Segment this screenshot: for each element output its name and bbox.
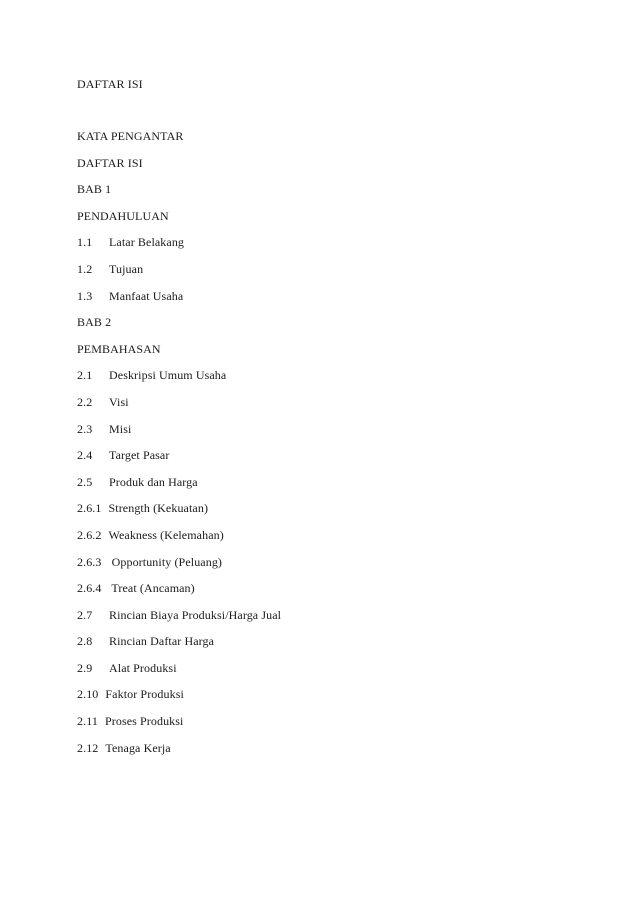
- toc-entry-number: 2.12: [77, 740, 99, 755]
- toc-entry-text: BAB 1: [77, 182, 112, 197]
- toc-entry-number: 2.6.2: [77, 527, 102, 542]
- toc-entry-text: Visi: [109, 394, 129, 409]
- toc-entry-text: Deskripsi Umum Usaha: [109, 368, 227, 383]
- toc-entry-text: Alat Produksi: [109, 660, 177, 675]
- toc-entry: [77, 528, 281, 555]
- toc-entry-text: BAB 2: [77, 315, 112, 330]
- toc-entry-number: 1.2: [77, 261, 93, 276]
- toc-entry: [77, 714, 281, 741]
- toc-entry: [77, 741, 281, 768]
- toc-entry: [77, 342, 281, 369]
- toc-entry: [77, 368, 281, 395]
- toc-entry-text: Opportunity (Peluang): [108, 554, 223, 569]
- toc-entry-text: Produk dan Harga: [109, 474, 198, 489]
- toc-entry-number: 2.8: [77, 634, 93, 649]
- toc-entry-number: 1.1: [77, 235, 93, 250]
- toc-entry-number: 2.1: [77, 368, 93, 383]
- toc-entry-text: Target Pasar: [109, 448, 170, 463]
- toc-entry: [77, 395, 281, 422]
- toc-entry: [77, 661, 281, 688]
- toc-entry-text: PEMBAHASAN: [77, 341, 161, 356]
- toc-entry-text: Proses Produksi: [104, 714, 184, 729]
- toc-entry: [77, 422, 281, 449]
- toc-entry-text: Tujuan: [109, 261, 144, 276]
- toc-entry-text: Weakness (Kelemahan): [108, 527, 224, 542]
- toc-entry: [77, 475, 281, 502]
- toc-entry-number: 2.11: [77, 714, 98, 729]
- toc-entry-number: 2.9: [77, 660, 93, 675]
- toc-entry-text: Manfaat Usaha: [109, 288, 184, 303]
- toc-entry: [77, 581, 281, 608]
- page-title: DAFTAR ISI: [77, 77, 143, 91]
- toc-entry-number: 2.7: [77, 607, 93, 622]
- toc-entry: [77, 235, 281, 262]
- toc-entry-text: Latar Belakang: [109, 235, 185, 250]
- toc-entry-text: Rincian Biaya Produksi/Harga Jual: [109, 607, 282, 622]
- toc-entry-number: 2.6.3: [77, 554, 102, 569]
- toc-entry: [77, 209, 281, 236]
- toc-entry-text: Tenaga Kerja: [105, 740, 171, 755]
- toc-entry-text: Faktor Produksi: [105, 687, 184, 702]
- toc-entry-text: Rincian Daftar Harga: [109, 634, 215, 649]
- toc-entry: [77, 501, 281, 528]
- toc-entry-text: KATA PENGANTAR: [77, 129, 184, 143]
- toc-entry-text: DAFTAR ISI: [77, 155, 143, 170]
- toc-entry: [77, 315, 281, 342]
- toc-entry-number: 2.3: [77, 421, 93, 436]
- toc-entry: [77, 182, 281, 209]
- toc-entry: [77, 608, 281, 635]
- toc-entry: [77, 448, 281, 475]
- toc-entry: [77, 129, 281, 156]
- toc-entry-number: 1.3: [77, 288, 93, 303]
- toc-entry: [77, 156, 281, 183]
- toc-entry-number: 2.5: [77, 474, 93, 489]
- toc-entry-number: 2.10: [77, 687, 99, 702]
- toc-entry-number: 2.6.4: [77, 581, 102, 596]
- toc-entry: [77, 262, 281, 289]
- toc-entry: [77, 687, 281, 714]
- toc-entry-text: Misi: [109, 421, 132, 436]
- toc-entry: [77, 555, 281, 582]
- toc-entry: [77, 634, 281, 661]
- toc-entry-number: 2.2: [77, 394, 93, 409]
- toc-entry: [77, 289, 281, 316]
- table-of-contents: [77, 129, 281, 767]
- toc-entry-text: Strength (Kekuatan): [108, 501, 209, 516]
- toc-entry-number: 2.4: [77, 448, 93, 463]
- toc-entry-text: Treat (Ancaman): [108, 581, 195, 596]
- toc-entry-number: 2.6.1: [77, 501, 102, 516]
- toc-entry-text: PENDAHULUAN: [77, 208, 169, 223]
